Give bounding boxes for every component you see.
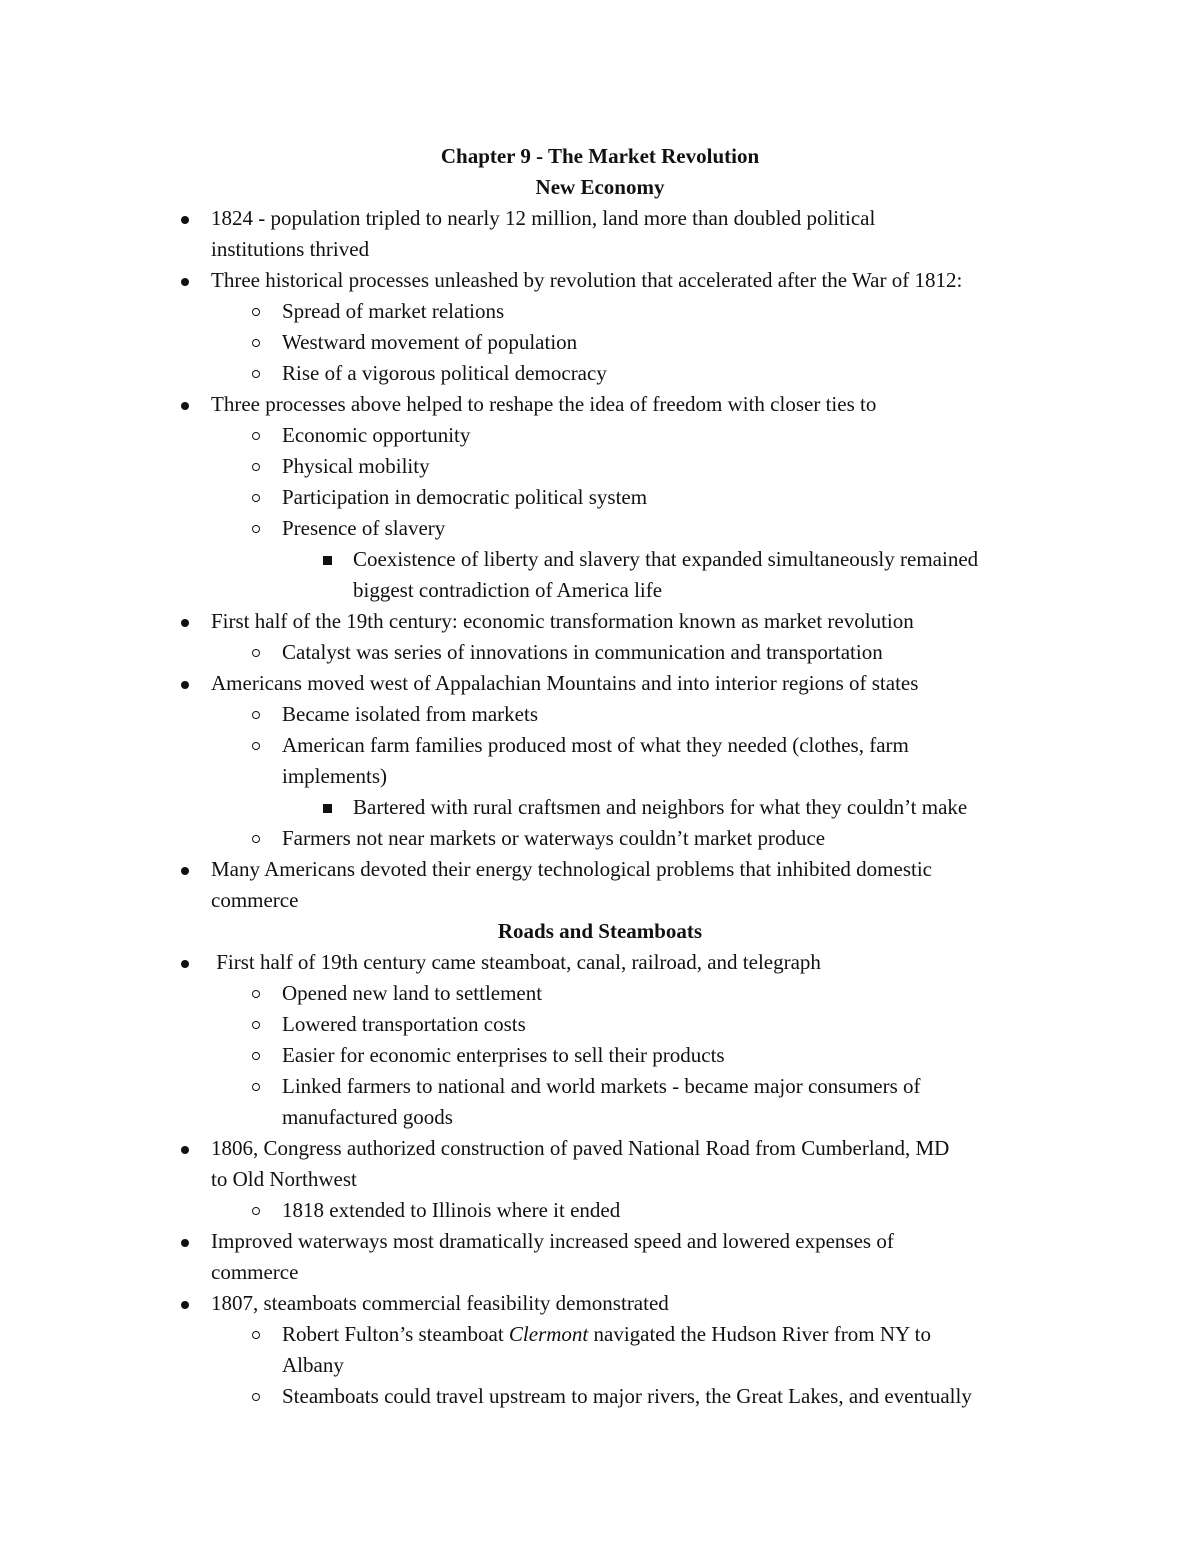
list-item [0, 1040, 1200, 1071]
list-item [0, 1381, 1200, 1412]
list-item [0, 1009, 1200, 1040]
item-text: Participation in democratic political system [282, 485, 648, 509]
item-text: Became isolated from markets [282, 702, 538, 726]
page-title: Chapter 9 - The Market Revolution [440, 144, 760, 168]
list-item [0, 1319, 1200, 1381]
list-item [0, 1226, 1200, 1288]
item-text: American farm families produced most of what they needed (clothes, farm [282, 733, 909, 757]
item-text-part: navigated the Hudson River from NY to [588, 1322, 931, 1346]
item-text: to Old Northwest [211, 1167, 357, 1191]
item-text-part: Robert Fulton’s steamboat [282, 1322, 509, 1346]
item-text: Linked farmers to national and world markets - became major consumers of [282, 1074, 921, 1098]
item-text: First half of 19th century came steamboat, canal, railroad, and telegraph [211, 950, 821, 974]
item-text: 1807, steamboats commercial feasibility demonstrated [211, 1291, 669, 1315]
list-item [0, 420, 1200, 451]
item-text: Americans moved west of Appalachian Mountains and into interior regions of states [211, 671, 919, 695]
list-item [0, 1288, 1200, 1319]
item-text: Improved waterways most dramatically increased speed and lowered expenses of [211, 1229, 894, 1253]
notes-content [0, 141, 1200, 1412]
item-text: Presence of slavery [282, 516, 446, 540]
list-item [0, 451, 1200, 482]
item-text: Albany [282, 1353, 344, 1377]
item-text: Economic opportunity [282, 423, 471, 447]
item-text: Farmers not near markets or waterways couldn’t market produce [282, 826, 826, 850]
item-text: Three processes above helped to reshape the idea of freedom with closer ties to [211, 392, 877, 416]
item-text: 1824 - population tripled to nearly 12 million, land more than doubled political [211, 206, 876, 230]
list-item [0, 730, 1200, 792]
list-item [0, 482, 1200, 513]
item-text: Easier for economic enterprises to sell their products [282, 1043, 725, 1067]
item-text: institutions thrived [211, 237, 370, 261]
list-item [0, 265, 1200, 296]
item-text: commerce [211, 1260, 299, 1284]
list-item [0, 203, 1200, 265]
list-item [0, 513, 1200, 544]
item-text: Lowered transportation costs [282, 1012, 526, 1036]
list-item [0, 327, 1200, 358]
item-text: manufactured goods [282, 1105, 453, 1129]
list-item [0, 978, 1200, 1009]
list-item [0, 699, 1200, 730]
item-text: Bartered with rural craftsmen and neighbors for what they couldn’t make [353, 795, 968, 819]
item-text: Many Americans devoted their energy technological problems that inhibited domestic [211, 857, 933, 881]
item-text: Rise of a vigorous political democracy [282, 361, 607, 385]
list-item [0, 358, 1200, 389]
item-text: Coexistence of liberty and slavery that expanded simultaneously remained [353, 547, 979, 571]
item-text: Catalyst was series of innovations in communication and transportation [282, 640, 883, 664]
section-heading-new-economy: New Economy [535, 175, 665, 199]
item-text: biggest contradiction of America life [353, 578, 663, 602]
item-text: 1818 extended to Illinois where it ended [282, 1198, 621, 1222]
list-item [0, 947, 1200, 978]
item-text: Spread of market relations [282, 299, 505, 323]
item-text: Physical mobility [282, 454, 430, 478]
item-text: Steamboats could travel upstream to major rivers, the Great Lakes, and eventually [282, 1384, 972, 1408]
list-item [0, 1071, 1200, 1133]
list-item [0, 389, 1200, 420]
list-item [0, 854, 1200, 916]
list-item [0, 823, 1200, 854]
item-text: Opened new land to settlement [282, 981, 543, 1005]
list-item [0, 606, 1200, 637]
list-item [0, 637, 1200, 668]
list-item [0, 1133, 1200, 1195]
item-text: 1806, Congress authorized construction of paved National Road from Cumberland, MD [211, 1136, 950, 1160]
list-item [0, 1195, 1200, 1226]
list-item [0, 296, 1200, 327]
ship-name-italic: Clermont [508, 1322, 589, 1346]
item-text [282, 1319, 1200, 1350]
list-item [0, 544, 1200, 606]
item-text: Three historical processes unleashed by revolution that accelerated after the War of 1812: [211, 268, 963, 292]
item-text: Westward movement of population [282, 330, 578, 354]
section-heading-roads-and-steamboats: Roads and Steamboats [497, 919, 703, 943]
item-text: commerce [211, 888, 299, 912]
item-text: implements) [282, 764, 387, 788]
item-text: First half of the 19th century: economic transformation known as market revolution [211, 609, 914, 633]
list-item [0, 668, 1200, 699]
list-item [0, 792, 1200, 823]
